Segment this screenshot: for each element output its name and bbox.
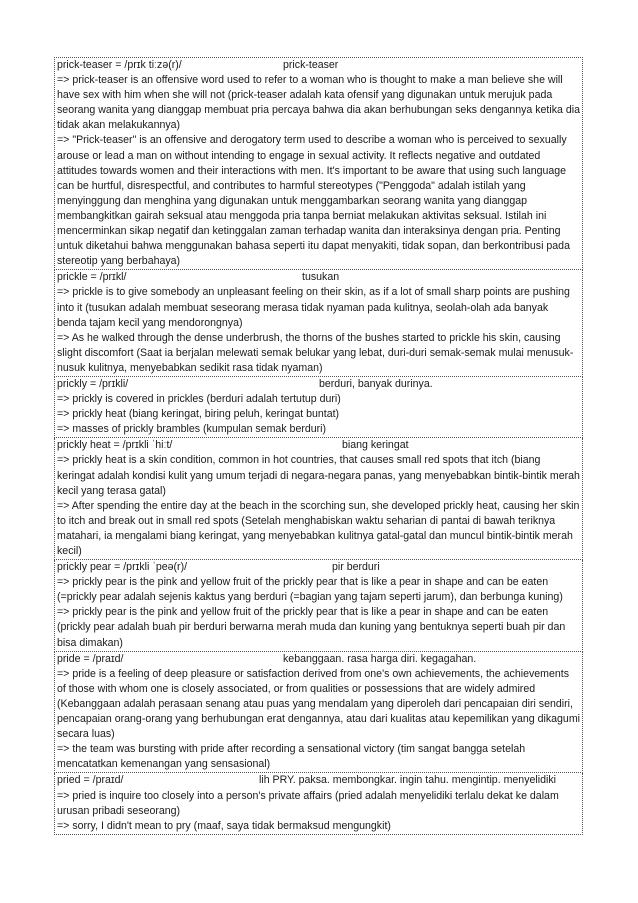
headword: prickly heat = /prɪkli ˈhiːt/: [57, 439, 173, 452]
definition-line: => sorry, I didn't mean to pry (maaf, saya tidak bermaksud mengungkit): [57, 819, 391, 832]
headword: prickly = /prɪkli/: [57, 377, 129, 390]
definition-line: => prickly heat is a skin condition, common in hot countries, that causes small red spots that itch (biang keringat adalah kondisi kulit yang umum terjadi di negara-negara panas, yang menyebabkan bintik-bintik merah kecil yang terasa gatal): [57, 454, 580, 497]
entry-header: [57, 652, 580, 667]
translation: pir berduri: [332, 561, 380, 574]
definition-line: => After spending the entire day at the beach in the scorching sun, she developed prickly heat, causing her skin to itch and break out in small red spots (Setelah menghabiskan waktu seharian di pantai di bawah teriknya matahari, ia mengalami biang keringat, yang menyebabkan kulitnya gatal-gatal dan muncul bintik-bintik merah kecil): [57, 499, 580, 557]
entry-pried: [54, 773, 583, 834]
entry-prick-teaser: [54, 57, 583, 270]
headword: prickle = /prɪkl/: [57, 271, 127, 284]
translation: kebanggaan. rasa harga diri. kegagahan.: [283, 652, 477, 665]
entry-prickly-heat: [54, 438, 583, 560]
entry-header: [57, 438, 580, 453]
translation: berduri, banyak durinya.: [319, 377, 433, 390]
headword: prick-teaser = /prɪk tiːzə(r)/: [57, 59, 182, 71]
entry-prickly: [54, 377, 583, 438]
definition-line: => the team was bursting with pride after recording a sensational victory (tim sangat bangga setelah mencatatkan kemenangan yang sensasional): [57, 743, 526, 771]
entry-header: [57, 773, 580, 788]
headword: prickly pear = /prɪkli ˈpeə(r)/: [57, 561, 188, 574]
definition-line: => masses of prickly brambles (kumpulan semak berduri): [57, 423, 327, 436]
definition-line: => prickly pear is the pink and yellow fruit of the prickly pear that is like a pear in shape and can be eaten (=prickly pear adalah sejenis kaktus yang berduri (=bagian yang tajam seperti jarum), dan berbunga kuning): [57, 576, 563, 604]
definition-line: => pried is inquire too closely into a person's private affairs (pried adalah menyelidiki terlalu dekat ke dalam urusan pribadi seseorang): [57, 789, 559, 817]
entry-prickly-pear: [54, 560, 583, 652]
definition-line: => pride is a feeling of deep pleasure or satisfaction derived from one's own achievements, the achievements of those with whom one is closely associated, or from qualities or possessions that are widely admired (Kebanggaan adalah perasaan senang atau puas yang mendalam yang diperoleh dari pencapaian diri sendiri, pencapaian orang-orang yang berhubungan erat dengannya, atau dari kualitas atau kepemilikan yang dikagumi secara luas): [57, 667, 580, 741]
translation: tusukan: [302, 271, 340, 284]
entry-header: [57, 270, 580, 285]
definition-line: => prickle is to give somebody an unpleasant feeling on their skin, as if a lot of small sharp points are pushing into it (tusukan adalah membuat seseorang merasa tidak nyaman pada kulitnya, seolah-olah ada banyak benda tajam kecil yang mendorongnya): [57, 286, 570, 329]
definition-line: => prickly heat (biang keringat, biring peluh, keringat buntat): [57, 408, 340, 421]
definition-line: => "Prick-teaser" is an offensive and derogatory term used to describe a woman who is perceived to sexually arouse or lead a man on without intending to engage in sexual activity. It reflects negative and outdated attitudes towards women and their interactions with men. It's important to be aware that using such language can be hurtful, disrespectful, and contributes to harmful stereotypes ("Penggoda" adalah istilah yang menyinggung dan menghina yang digunakan untuk menggambarkan seorang wanita yang dianggap membangkitkan gairah seksual atau menggoda pria tanpa berniat melakukan aktivitas seksual. Istilah ini mencerminkan sikap negatif dan ketinggalan zaman terhadap wanita dan interaksinya dengan pria. Penting untuk diketahui bahwa menggunakan bahasa seperti itu dapat menyakiti, tidak sopan, dan berkontribusi pada stereotip yang berbahaya): [57, 134, 570, 268]
entry-header: [57, 58, 580, 73]
definition-line: => prickly is covered in prickles (berduri adalah tertutup duri): [57, 393, 341, 406]
translation: lih PRY. paksa. membongkar. ingin tahu. mengintip. menyelidiki: [259, 774, 556, 787]
entry-prickle: [54, 270, 583, 377]
definition-line: => prickly pear is the pink and yellow fruit of the prickly pear that is like a pear in shape and can be eaten (prickly pear adalah buah pir berduri berwarna merah muda dan kuning yang bentuknya seperti buah pir dan bisa dimakan): [57, 606, 566, 649]
definition-line: => prick-teaser is an offensive word used to refer to a woman who is thought to make a man believe she will have sex with him when she will not (prick-teaser adalah kata ofensif yang digunakan untuk merujuk pada seorang wanita yang dianggap membuat pria percaya bahwa dia akan berhubungan seks dengannya ketika dia tidak akan melakukannya): [57, 74, 580, 132]
headword: pride = /praɪd/: [57, 652, 124, 665]
headword: pried = /praɪd/: [57, 774, 124, 787]
translation: biang keringat: [342, 439, 409, 452]
entry-header: [57, 560, 580, 575]
entry-header: [57, 377, 580, 392]
dictionary-page: [54, 57, 583, 835]
entry-pride: [54, 652, 583, 774]
translation: prick-teaser: [283, 59, 339, 71]
definition-line: => As he walked through the dense underbrush, the thorns of the bushes started to prickle his skin, causing slight discomfort (Saat ia berjalan melewati semak belukar yang lebat, duri-duri semak-semak mulai menusuk-nusuk kulitnya, menyebabkan sedikit rasa tidak nyaman): [57, 331, 574, 374]
